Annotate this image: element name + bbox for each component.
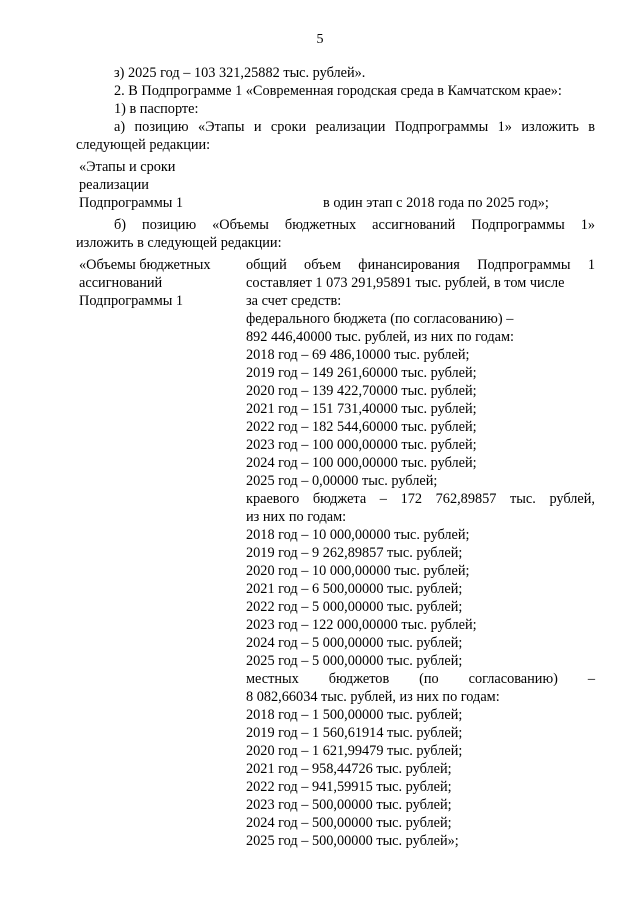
local-year-line: 2022 год – 941,59915 тыс. рублей; [246, 779, 452, 795]
federal-year-line: 2021 год – 151 731,40000 тыс. рублей; [246, 401, 477, 417]
funding-total-line: за счет средств: [246, 293, 342, 309]
federal-year-line: 2022 год – 182 544,60000 тыс. рублей; [246, 419, 477, 435]
regional-year-line: 2025 год – 5 000,00000 тыс. рублей; [246, 653, 463, 669]
federal-heading: федерального бюджета (по согласованию) – [246, 311, 514, 327]
funding-total-line: составляет 1 073 291,95891 тыс. рублей, в том числе [246, 275, 565, 291]
regional-year-line: 2018 год – 10 000,00000 тыс. рублей; [246, 527, 470, 543]
federal-subheading: 892 446,40000 тыс. рублей, из них по годам: [246, 329, 514, 345]
local-year-line: 2021 год – 958,44726 тыс. рублей; [246, 761, 452, 777]
para-b-line: б) позицию «Объемы бюджетных ассигнований Подпрограммы 1» [114, 217, 595, 233]
intro-line-edition: следующей редакции: [76, 137, 211, 153]
intro-line-passport: 1) в паспорте: [114, 101, 199, 117]
funding-label-line: «Объемы бюджетных [79, 257, 211, 273]
funding-label-line: Подпрограммы 1 [79, 293, 184, 309]
intro-line-position-a: а) позицию «Этапы и сроки реализации Подпрограммы 1» изложить в [114, 119, 595, 135]
regional-year-line: 2022 год – 5 000,00000 тыс. рублей; [246, 599, 463, 615]
stages-label-line: «Этапы и сроки [79, 159, 176, 175]
stages-label-line: реализации [79, 177, 149, 193]
federal-year-line: 2020 год – 139 422,70000 тыс. рублей; [246, 383, 477, 399]
stages-value: в один этап с 2018 года по 2025 год»; [323, 195, 549, 211]
regional-subheading: из них по годам: [246, 509, 347, 525]
federal-year-line: 2018 год – 69 486,10000 тыс. рублей; [246, 347, 470, 363]
regional-year-line: 2019 год – 9 262,89857 тыс. рублей; [246, 545, 463, 561]
regional-year-line: 2023 год – 122 000,00000 тыс. рублей; [246, 617, 477, 633]
federal-year-line: 2024 год – 100 000,00000 тыс. рублей; [246, 455, 477, 471]
regional-year-line: 2024 год – 5 000,00000 тыс. рублей; [246, 635, 463, 651]
intro-line-z: з) 2025 год – 103 321,25882 тыс. рублей». [114, 65, 366, 81]
regional-year-line: 2020 год – 10 000,00000 тыс. рублей; [246, 563, 470, 579]
intro-line-subprogram: 2. В Подпрограмме 1 «Современная городская среда в Камчатском крае»: [114, 83, 562, 99]
stages-label-line: Подпрограммы 1 [79, 195, 184, 211]
local-year-line: 2024 год – 500,00000 тыс. рублей; [246, 815, 452, 831]
local-subheading: 8 082,66034 тыс. рублей, из них по годам: [246, 689, 500, 705]
local-heading: местных бюджетов (по согласованию) – [246, 671, 595, 687]
local-year-line: 2020 год – 1 621,99479 тыс. рублей; [246, 743, 463, 759]
regional-heading: краевого бюджета – 172 762,89857 тыс. рублей, [246, 491, 595, 507]
para-b-line: изложить в следующей редакции: [76, 235, 282, 251]
regional-year-line: 2021 год – 6 500,00000 тыс. рублей; [246, 581, 463, 597]
funding-label-line: ассигнований [79, 275, 163, 291]
federal-year-line: 2025 год – 0,00000 тыс. рублей; [246, 473, 438, 489]
local-year-line: 2025 год – 500,00000 тыс. рублей»; [246, 833, 459, 849]
federal-year-line: 2019 год – 149 261,60000 тыс. рублей; [246, 365, 477, 381]
local-year-line: 2018 год – 1 500,00000 тыс. рублей; [246, 707, 463, 723]
local-year-line: 2019 год – 1 560,61914 тыс. рублей; [246, 725, 463, 741]
local-year-line: 2023 год – 500,00000 тыс. рублей; [246, 797, 452, 813]
page-number: 5 [316, 32, 324, 47]
funding-total-line: общий объем финансирования Подпрограммы 1 [246, 257, 595, 273]
federal-year-line: 2023 год – 100 000,00000 тыс. рублей; [246, 437, 477, 453]
